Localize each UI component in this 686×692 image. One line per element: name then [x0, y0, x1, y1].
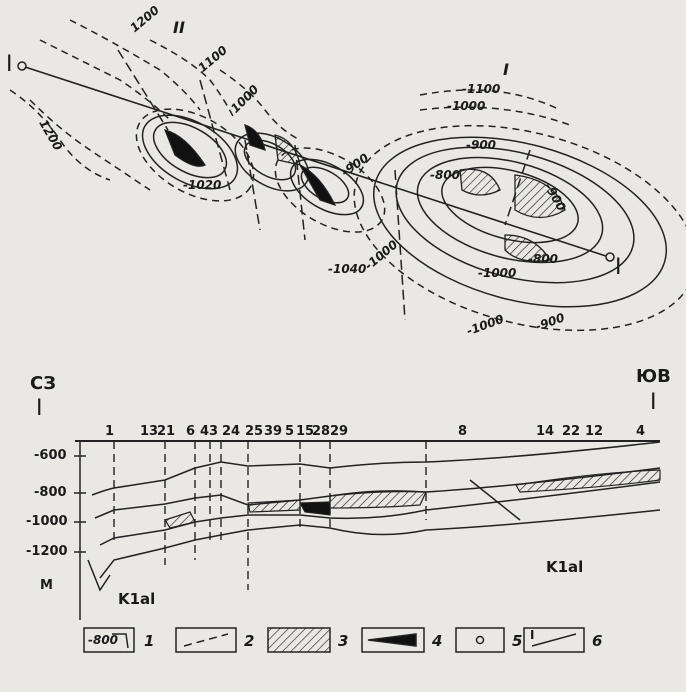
legend-num: 1 — [144, 632, 155, 650]
well-label: 12 — [585, 424, 604, 439]
contour-label: -1000 — [447, 99, 486, 113]
legend-num: 6 — [592, 632, 603, 650]
contour-label: -900 — [466, 138, 497, 152]
depth-unit: М — [40, 578, 53, 593]
well-label: 15 — [296, 424, 315, 439]
legend-num: 2 — [244, 632, 255, 650]
well-label: 39 — [264, 424, 283, 439]
contour-label: -800 — [528, 252, 559, 266]
well-label: 43 — [200, 424, 219, 439]
contour-label: -1000 — [478, 266, 517, 280]
structure-map — [10, 20, 686, 365]
contour-label: -800 — [430, 168, 461, 182]
well-label: 21 — [157, 424, 176, 439]
cross-section — [74, 441, 660, 620]
legend-num: 3 — [338, 632, 349, 650]
map-region-II: II — [173, 18, 185, 37]
legend-sample-profile: I — [530, 628, 535, 642]
contour-label: -1000 — [464, 311, 506, 339]
profile-line — [22, 66, 612, 258]
legend-num: 5 — [512, 632, 523, 650]
well-label: 28 — [312, 424, 331, 439]
map-region-I: I — [503, 60, 509, 79]
contour-label: -900 — [533, 310, 567, 334]
legend-sample-contour: -800 — [88, 633, 119, 647]
well-label: 6 — [186, 424, 196, 439]
contour-label: 1000 — [227, 82, 262, 116]
depth-label: -800 — [34, 485, 67, 500]
well-label: 29 — [330, 424, 349, 439]
contour-label: 1100 — [195, 42, 230, 76]
contour-label: 1200 — [127, 2, 162, 36]
map-deposits — [165, 125, 565, 261]
section-profile-left: I — [36, 396, 43, 421]
well-label: 1 — [105, 424, 115, 439]
well-label: 8 — [458, 424, 468, 439]
contour-label: -1000 — [361, 237, 401, 273]
section-profile-right: I — [650, 390, 657, 415]
well-label: 5 — [285, 424, 295, 439]
formation-label-right: K1al — [546, 558, 584, 576]
legend-num: 4 — [432, 632, 443, 650]
depth-label: -1000 — [26, 514, 68, 529]
map-numeral-I-west: I — [6, 52, 13, 77]
contour-label: -900 — [541, 180, 569, 214]
contour-label: -1020 — [183, 178, 222, 192]
well-label: 13 — [140, 424, 159, 439]
contour-label: 1200 — [36, 117, 66, 153]
well-label: 25 — [245, 424, 264, 439]
contour-label: -1100 — [462, 82, 501, 96]
section-deposits — [165, 470, 660, 528]
direction-nw: СЗ — [30, 373, 56, 394]
contour-label: -1040 — [328, 262, 367, 276]
well-label: 24 — [222, 424, 241, 439]
well-label: 22 — [562, 424, 581, 439]
depth-label: -1200 — [26, 544, 68, 559]
formation-label-left: K1al — [118, 590, 156, 608]
direction-se: ЮВ — [636, 366, 671, 387]
contour-label: -900 — [338, 150, 372, 180]
map-numeral-I-east: I — [615, 255, 622, 280]
depth-label: -600 — [34, 448, 67, 463]
well-label: 14 — [536, 424, 555, 439]
legend — [84, 628, 584, 652]
well-label: 4 — [636, 424, 646, 439]
